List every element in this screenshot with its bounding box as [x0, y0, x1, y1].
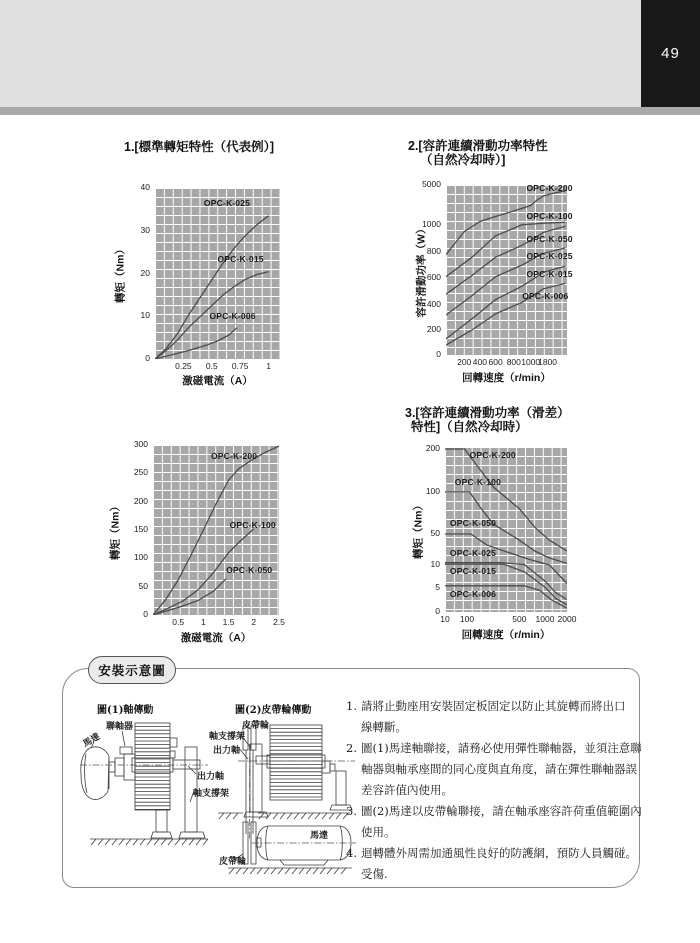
y-tick-label: 5000	[422, 179, 441, 189]
x-axis-title: 回轉速度（r/min）	[462, 372, 551, 384]
plot-area	[446, 183, 573, 355]
chart-curves	[445, 447, 567, 612]
y-tick-label: 150	[133, 524, 148, 534]
series-label: OPC-K-200	[211, 450, 258, 461]
y-tick-label: 0	[435, 606, 440, 616]
x-tick-label: 0.5	[205, 361, 218, 371]
y-axis-title: 轉矩（Nm）	[114, 244, 127, 303]
x-tick-label: 0.5	[172, 617, 185, 627]
fig2-label-motor: 馬達	[310, 831, 329, 841]
series-label: OPC-K-100	[454, 476, 501, 487]
y-tick-label: 30	[140, 224, 150, 235]
y-tick-label: 5	[435, 582, 440, 593]
chart-slip-power	[400, 130, 635, 398]
x-axis-title: 激磁電流（A）	[180, 632, 252, 644]
x-tick-label: 500	[512, 614, 527, 624]
chart-title-line2: （自然冷却時）]	[420, 153, 506, 167]
chart-curves	[153, 445, 279, 615]
series-label: OPC-K-025	[203, 198, 251, 209]
note-line: 線轉斷。	[361, 720, 407, 734]
series-label: OPC-K-050	[449, 518, 497, 529]
x-tick-label: 10	[440, 614, 450, 624]
header-divider	[0, 107, 700, 115]
note-line: 圖(1)馬達軸聯接，請務必使用彈性聯軸器，並須注意聯	[361, 741, 642, 755]
y-tick-label: 300	[133, 439, 148, 449]
x-tick-label: 0.75	[231, 361, 249, 371]
y-tick-label: 200	[133, 495, 148, 506]
series-curve-OPC-K-200	[445, 449, 567, 551]
y-tick-label: 400	[426, 299, 441, 309]
series-label: OPC-K-006	[522, 291, 569, 301]
fig1-label-output-shaft: 出力軸	[197, 772, 225, 782]
finned-body	[135, 723, 170, 810]
x-tick-label: 1.5	[222, 617, 235, 627]
note-item	[346, 738, 646, 801]
series-curve-OPC-K-006	[155, 328, 237, 359]
y-tick-label: 600	[426, 272, 441, 282]
y-tick-label: 10	[430, 559, 440, 569]
note-line: 軸器與軸承座間的同心度與直角度，請在彈性聯軸器誤	[361, 762, 637, 776]
chart-slip-torque	[400, 398, 635, 650]
x-tick-label: 600	[488, 357, 503, 367]
chart-standard-torque	[100, 130, 335, 398]
plot-area	[445, 447, 567, 612]
x-tick-label: 1	[201, 617, 206, 627]
fig1-label-coupling: 聯軸器	[106, 722, 134, 732]
series-label: OPC-K-015	[217, 254, 264, 265]
fig2-label-pulley-lower: 皮帶輪	[219, 857, 247, 867]
note-item	[346, 801, 646, 843]
page-number: 49	[661, 45, 680, 62]
x-tick-label: 1000	[535, 614, 555, 624]
y-axis-title: 容許滑動功率（W）	[415, 223, 428, 318]
installation-box-title: 安裝示意圖	[88, 656, 176, 684]
y-tick-label: 0	[436, 349, 441, 359]
fig1-caption: 圖(1)軸傳動	[97, 705, 154, 716]
ground-hatch	[228, 868, 352, 874]
fig2-label-pulley: 皮帶輪	[242, 721, 270, 731]
header-band	[0, 0, 700, 107]
plot-area	[155, 188, 280, 359]
series-label: OPC-K-025	[449, 548, 497, 558]
finned-body	[270, 725, 322, 800]
y-tick-label: 250	[133, 467, 148, 478]
note-line: 受傷.	[361, 867, 388, 881]
y-tick-label: 100	[133, 552, 148, 563]
x-tick-label: 200	[457, 357, 472, 367]
series-label: OPC-K-100	[526, 210, 573, 221]
y-tick-label: 200	[425, 443, 440, 453]
y-tick-label: 10	[140, 310, 150, 321]
chart-title-line1: 2.[容許連續滑動功率特性	[408, 139, 548, 153]
series-curve-OPC-K-200	[153, 446, 279, 615]
fig1-label-motor: 馬達	[81, 731, 103, 750]
chart-torque-large	[100, 430, 335, 650]
note-number: 3.	[346, 804, 357, 818]
chart-title-line2: 特性]（自然冷却時）	[411, 420, 528, 434]
series-label: OPC-K-006	[449, 588, 497, 599]
note-number: 2.	[346, 741, 357, 755]
series-label: OPC-K-015	[449, 566, 497, 577]
plot-area	[153, 445, 279, 615]
note-line: 差容許值內使用。	[361, 783, 453, 797]
series-label: OPC-K-100	[229, 520, 276, 530]
x-tick-label: 1800	[538, 357, 558, 367]
fig2-caption: 圖(2)皮帶輪傳動	[235, 705, 312, 716]
fig2-label-output-shaft: 出力軸	[213, 746, 241, 756]
page-number-box	[641, 0, 700, 107]
fig2-label-shaft-support: 軸支撐架	[209, 732, 246, 742]
note-number: 4.	[346, 846, 357, 860]
y-tick-label: 100	[425, 486, 440, 496]
chart-title: 1.[標準轉矩特性（代表例）]	[124, 140, 275, 154]
y-tick-label: 0	[145, 353, 150, 363]
chart-curves	[155, 188, 280, 359]
series-label: OPC-K-025	[526, 251, 573, 262]
installation-notes	[346, 696, 646, 885]
series-label: OPC-K-050	[226, 565, 273, 576]
ground-hatch	[218, 813, 243, 819]
y-tick-label: 40	[140, 182, 150, 192]
series-label: OPC-K-050	[526, 233, 573, 244]
y-tick-label: 1000	[422, 218, 441, 229]
x-tick-label: 1	[266, 361, 271, 371]
y-axis-title: 轉矩（Nm）	[412, 500, 425, 559]
x-tick-label: 0.25	[175, 361, 192, 371]
y-tick-label: 50	[430, 528, 440, 538]
ground-hatch	[258, 813, 350, 819]
y-tick-label: 20	[140, 267, 150, 278]
y-tick-label: 0	[143, 609, 148, 619]
note-line: 迴轉體外周需加通風性良好的防護網，預防人員觸碰。	[361, 846, 637, 860]
x-tick-label: 400	[472, 357, 487, 367]
series-label: OPC-K-200	[469, 449, 516, 460]
series-label: OPC-K-200	[526, 183, 573, 193]
x-tick-label: 1000	[521, 357, 541, 367]
x-tick-label: 2.5	[273, 617, 285, 627]
series-label: OPC-K-015	[526, 269, 573, 280]
ground-hatch	[90, 839, 208, 845]
x-tick-label: 100	[459, 614, 475, 624]
fig1-label-shaft-support: 軸支撐架	[193, 789, 230, 799]
note-line: 請將止動座用安裝固定板固定以防止其旋轉而將出口	[361, 699, 626, 713]
x-axis-title: 回轉速度（r/min）	[461, 629, 551, 641]
note-item	[346, 696, 646, 738]
y-tick-label: 50	[138, 580, 148, 591]
series-curve-OPC-K-025	[155, 216, 269, 359]
x-axis-title: 激磁電流（A）	[182, 375, 253, 387]
y-tick-label: 200	[426, 324, 441, 334]
chart-title-line1: 3.[容許連續滑動功率（滑差）	[405, 406, 570, 420]
x-tick-label: 2000	[557, 614, 577, 624]
note-line: 使用。	[361, 825, 396, 839]
note-item	[346, 843, 646, 885]
x-tick-label: 800	[506, 357, 521, 367]
note-number: 1.	[346, 699, 357, 713]
y-tick-label: 800	[426, 246, 441, 256]
x-tick-label: 2	[251, 617, 257, 627]
series-label: OPC-K-006	[209, 310, 256, 321]
note-line: 圖(2)馬達以皮帶輪聯接，請在軸承座容許荷重值範圍內	[361, 804, 642, 818]
y-axis-title: 轉矩（Nm）	[109, 501, 122, 560]
